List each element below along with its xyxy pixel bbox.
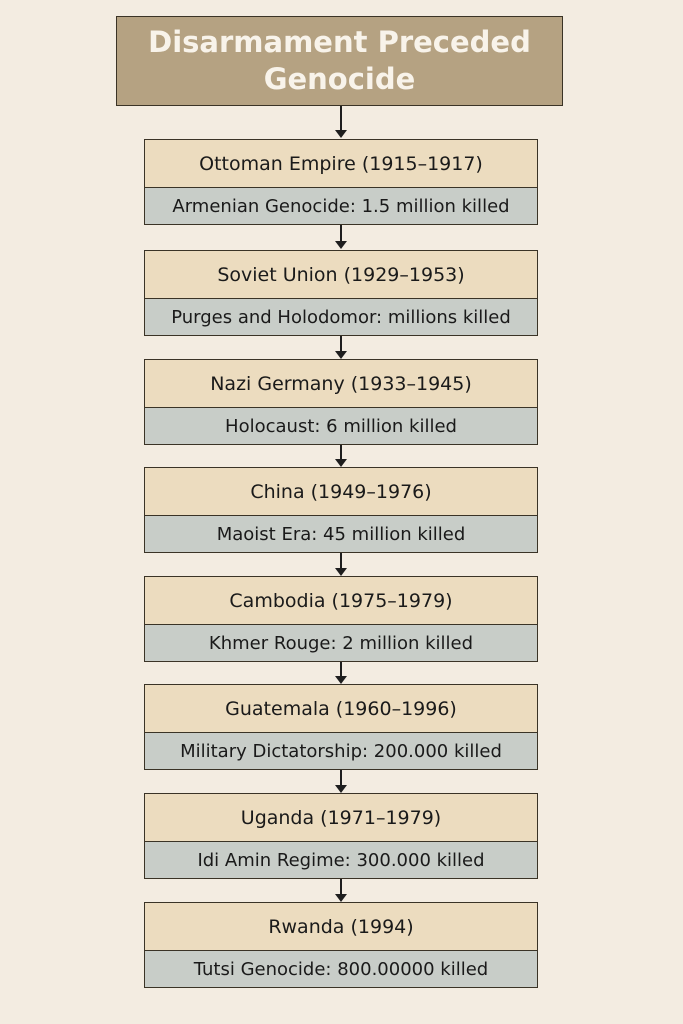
event-heading: Rwanda (1994) bbox=[145, 903, 537, 951]
arrow-connector bbox=[335, 106, 347, 138]
event-card-cambodia bbox=[144, 576, 538, 662]
event-heading: Guatemala (1960–1996) bbox=[145, 685, 537, 733]
event-card-ottoman-empire bbox=[144, 139, 538, 225]
arrow-connector bbox=[335, 445, 347, 467]
event-detail: Purges and Holodomor: millions killed bbox=[145, 299, 537, 335]
event-card-guatemala bbox=[144, 684, 538, 770]
event-detail: Armenian Genocide: 1.5 million killed bbox=[145, 188, 537, 224]
event-card-rwanda bbox=[144, 902, 538, 988]
event-detail: Tutsi Genocide: 800.00000 killed bbox=[145, 951, 537, 987]
event-detail: Maoist Era: 45 million killed bbox=[145, 516, 537, 552]
title-line-1: Disarmament Preceded bbox=[148, 25, 531, 59]
arrow-connector bbox=[335, 770, 347, 793]
arrow-connector bbox=[335, 225, 347, 249]
event-heading: Uganda (1971–1979) bbox=[145, 794, 537, 842]
arrow-connector bbox=[335, 879, 347, 902]
event-heading: Nazi Germany (1933–1945) bbox=[145, 360, 537, 408]
event-heading: Cambodia (1975–1979) bbox=[145, 577, 537, 625]
arrow-connector bbox=[335, 553, 347, 576]
arrow-connector bbox=[335, 336, 347, 359]
event-heading: China (1949–1976) bbox=[145, 468, 537, 516]
event-detail: Holocaust: 6 million killed bbox=[145, 408, 537, 444]
event-detail: Military Dictatorship: 200.000 killed bbox=[145, 733, 537, 769]
event-card-soviet-union bbox=[144, 250, 538, 336]
arrow-connector bbox=[335, 662, 347, 684]
diagram-title bbox=[116, 16, 563, 106]
event-detail: Idi Amin Regime: 300.000 killed bbox=[145, 842, 537, 878]
event-card-nazi-germany bbox=[144, 359, 538, 445]
event-heading: Soviet Union (1929–1953) bbox=[145, 251, 537, 299]
event-card-uganda bbox=[144, 793, 538, 879]
title-line-2: Genocide bbox=[263, 62, 416, 96]
event-heading: Ottoman Empire (1915–1917) bbox=[145, 140, 537, 188]
event-detail: Khmer Rouge: 2 million killed bbox=[145, 625, 537, 661]
event-card-china bbox=[144, 467, 538, 553]
